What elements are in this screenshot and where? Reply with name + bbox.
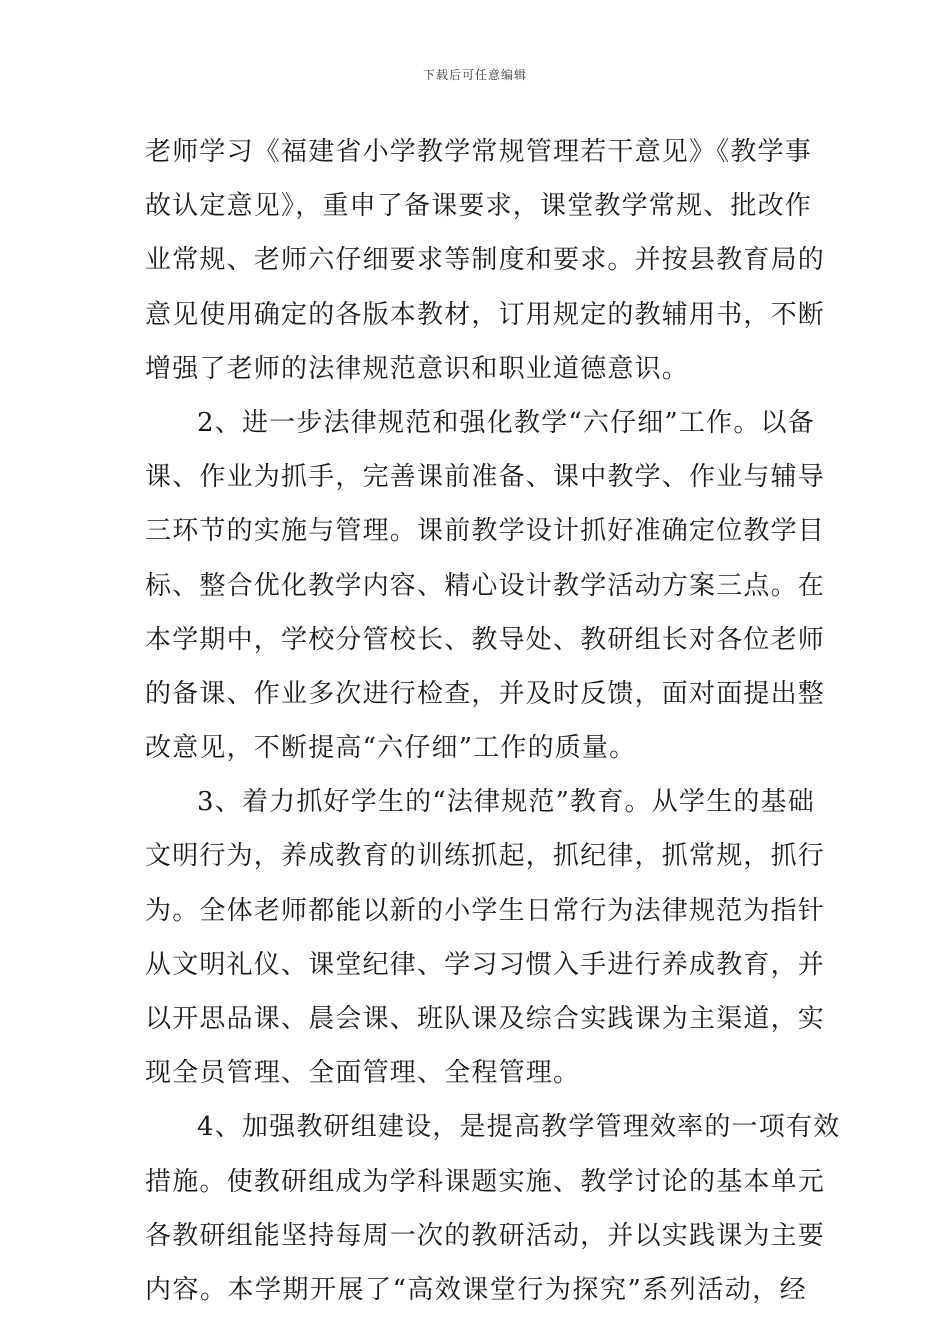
- text-line: 措施。使教研组成为学科课题实施、教学讨论的基本单元: [145, 1166, 826, 1197]
- text-line: 三环节的实施与管理。课前教学设计抓好准确定位教学目: [145, 516, 826, 547]
- text-line: 老师学习《福建省小学教学常规管理若干意见》《教学事: [145, 137, 813, 167]
- paragraph-first-line: 3、着力抓好学生的“法律规范”教育。从学生的基础: [197, 787, 815, 818]
- text-line: 标、整合优化教学内容、精心设计教学活动方案三点。在: [145, 570, 826, 601]
- document-body: [145, 130, 841, 1322]
- text-line: 以开思品课、晨会课、班队课及综合实践课为主渠道，实: [145, 1004, 826, 1034]
- text-line: 文明行为，养成教育的训练抓起，抓纪律，抓常规，抓行: [145, 841, 826, 872]
- text-line: 业常规、老师六仔细要求等制度和要求。并按县教育局的: [145, 245, 826, 276]
- text-line: 现全员管理、全面管理、全程管理。: [145, 1058, 581, 1089]
- paragraph-first-line: 4、加强教研组建设，是提高教学管理效率的一项有效: [197, 1112, 841, 1143]
- text-line: 的备课、作业多次进行检查，并及时反馈，面对面提出整: [145, 678, 826, 709]
- text-line: 为。全体老师都能以新的小学生日常行为法律规范为指针: [145, 895, 826, 926]
- page-header: 下载后可任意编辑: [422, 68, 527, 82]
- text-line: 本学期中，学校分管校长、教导处、教研组长对各位老师: [145, 624, 826, 655]
- text-line: 从文明礼仪、课堂纪律、学习习惯入手进行养成教育，并: [145, 949, 826, 980]
- text-line: 课、作业为抓手，完善课前准备、课中教学、作业与辅导: [145, 462, 826, 493]
- text-line: 各教研组能坚持每周一次的教研活动，并以实践课为主要: [145, 1220, 826, 1251]
- paragraph-first-line: 2、进一步法律规范和强化教学“六仔细”工作。以备: [197, 407, 815, 438]
- text-line: 增强了老师的法律规范意识和职业道德意识。: [145, 353, 690, 384]
- text-line: 意见使用确定的各版本教材，订用规定的教辅用书，不断: [145, 299, 826, 330]
- text-line: 内容。本学期开展了“高效课堂行为探究”系列活动，经: [145, 1274, 807, 1305]
- text-line: 改意见，不断提高“六仔细”工作的质量。: [145, 733, 637, 764]
- text-line: 故认定意见》，重申了备课要求，课堂教学常规、批改作: [145, 191, 813, 222]
